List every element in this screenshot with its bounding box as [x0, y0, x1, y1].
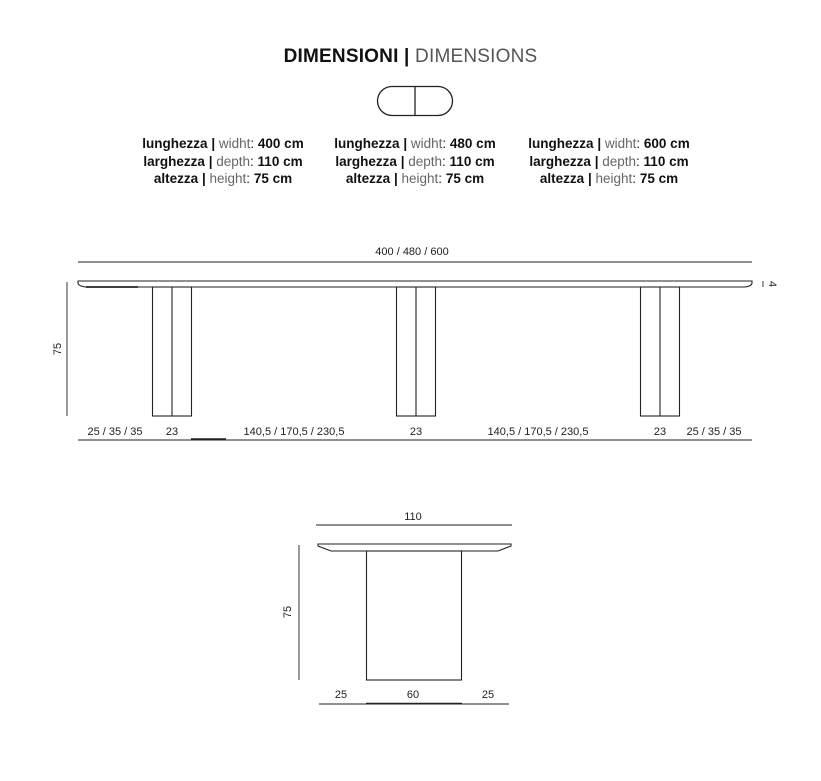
spec-height: altezza | height: 75 cm: [345, 171, 485, 186]
spec-height: altezza | height: 75 cm: [539, 171, 679, 186]
spec-length: lunghezza | widht: 600 cm: [528, 136, 690, 151]
span-left-label: 140,5 / 170,5 / 230,5: [243, 426, 345, 438]
front-height-label: 75: [52, 342, 64, 356]
spec-length: lunghezza | widht: 480 cm: [334, 136, 496, 151]
span-right-label: 140,5 / 170,5 / 230,5: [487, 426, 589, 438]
side-height-label: 75: [282, 605, 294, 619]
side-overhang-right-label: 25: [481, 689, 495, 701]
top-view-capsule-icon: [378, 87, 453, 116]
spec-width: larghezza | depth: 110 cm: [335, 153, 495, 169]
side-overhang-left-label: 25: [334, 689, 348, 701]
overhang-right-label: 25 / 35 / 35: [686, 426, 742, 438]
leg-right-label: 23: [653, 426, 667, 438]
title-english: DIMENSIONS: [415, 46, 538, 67]
spec-height: altezza | height: 75 cm: [153, 171, 293, 186]
leg-left-label: 23: [165, 426, 179, 438]
title-italian: DIMENSIONI: [283, 46, 399, 67]
spec-width: larghezza | depth: 110 cm: [529, 153, 689, 169]
front-view: [67, 262, 763, 440]
spec-width: larghezza | depth: 110 cm: [143, 153, 303, 169]
top-thickness-label: 4: [766, 280, 778, 288]
overall-length-label: 400 / 480 / 600: [375, 246, 449, 258]
overhang-left-label: 25 / 35 / 35: [87, 426, 143, 438]
spec-length: lunghezza | widht: 400 cm: [142, 136, 304, 151]
side-leg-label: 60: [406, 689, 420, 701]
side-view: [299, 525, 512, 704]
side-depth-label: 110: [404, 511, 422, 523]
leg-center-label: 23: [409, 426, 423, 438]
title-separator: |: [404, 46, 410, 67]
